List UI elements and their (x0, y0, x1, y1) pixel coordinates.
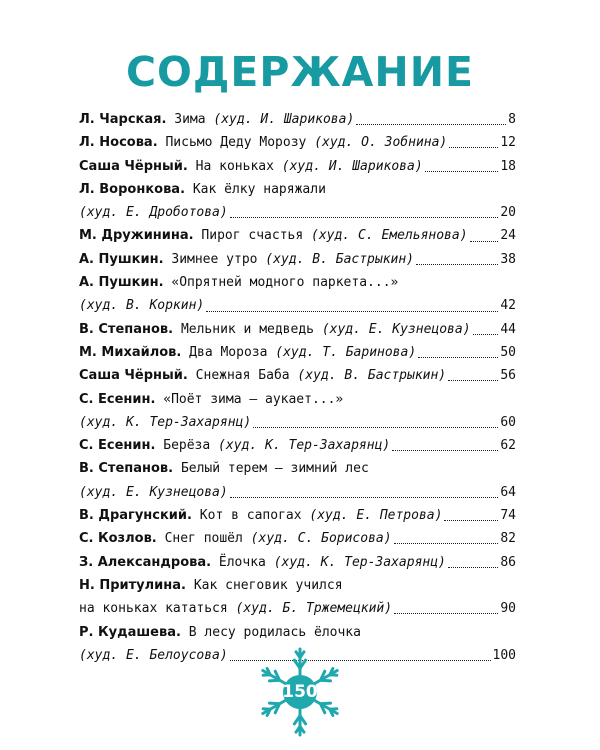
toc-entry (79, 621, 516, 644)
toc-entry-continuation (79, 411, 516, 434)
toc-entry-continuation (79, 481, 516, 504)
table-of-contents (79, 108, 516, 667)
entry-title: Письмо Деду Морозу (165, 135, 307, 151)
entry-page-number: 74 (500, 508, 516, 524)
dot-leader (418, 357, 498, 358)
entry-author: Саша Чёрный. (79, 368, 188, 384)
entry-illustrator: (худ. Б. Тржемецкий) (235, 601, 393, 617)
entry-illustrator: (худ. К. Тер-Захарянц) (218, 438, 391, 454)
dot-leader (470, 241, 499, 242)
entry-author: Н. Притулина. (79, 577, 186, 593)
toc-entry (79, 248, 516, 271)
entry-page-number: 18 (500, 158, 516, 174)
dot-leader (394, 543, 499, 544)
entry-author: Саша Чёрный. (79, 158, 188, 174)
dot-leader (230, 217, 499, 218)
toc-entry-continuation (79, 294, 516, 317)
entry-title: «Поёт зима – аукает...» (163, 391, 344, 407)
toc-entry (79, 271, 516, 294)
toc-entry (79, 178, 516, 201)
page-number: 150 (282, 682, 318, 702)
entry-author: В. Степанов. (79, 461, 174, 477)
entry-title: Берёза (163, 438, 211, 454)
dot-leader (473, 334, 499, 335)
entry-page-number: 42 (500, 298, 516, 314)
entry-author: М. Дружинина. (79, 228, 194, 244)
entry-page-number: 62 (500, 438, 516, 454)
page-number-badge (242, 647, 358, 737)
dot-leader (448, 567, 498, 568)
entry-illustrator: (худ. Е. Кузнецова) (321, 321, 471, 337)
entry-illustrator: (худ. Е. Кузнецова) (79, 484, 228, 500)
toc-entry (79, 388, 516, 411)
entry-title: Кот в сапогах (199, 508, 302, 524)
entry-page-number: 60 (500, 414, 516, 430)
entry-page-number: 56 (500, 368, 516, 384)
entry-title: Зимнее утро (171, 251, 258, 267)
entry-page-number: 44 (500, 321, 516, 337)
entry-page-number: 90 (500, 601, 516, 617)
dot-leader (394, 613, 498, 614)
entry-author: Л. Воронкова. (79, 181, 186, 197)
entry-illustrator: (худ. В. Бастрыкин) (297, 368, 447, 384)
entry-page-number: 12 (500, 135, 516, 151)
entry-page-number: 82 (500, 531, 516, 547)
entry-title: Снег пошёл (164, 531, 243, 547)
entry-title: Зима (174, 112, 206, 127)
entry-title: Снежная Баба (195, 368, 290, 384)
dot-leader (206, 311, 498, 312)
toc-entry (79, 504, 516, 527)
toc-entry-continuation (79, 201, 516, 224)
entry-title: Как снеговик учился (193, 577, 343, 593)
entry-illustrator: (худ. В. Коркин) (79, 298, 205, 314)
entry-title: Пирог счастья (201, 228, 304, 244)
dot-leader (448, 380, 498, 381)
entry-illustrator: (худ. И. Шарикова) (281, 158, 423, 174)
entry-illustrator: (худ. С. Емельянова) (311, 228, 468, 244)
entry-title: На коньках (195, 158, 274, 174)
entry-title: Ёлочка (218, 554, 266, 570)
entry-title: «Опрятней модного паркета...» (171, 275, 399, 291)
toc-entry (79, 318, 516, 341)
entry-author: З. Александрова. (79, 554, 212, 570)
dot-leader (449, 147, 498, 148)
entry-page-number: 100 (492, 647, 516, 663)
entry-page-number: 38 (500, 251, 516, 267)
dot-leader (392, 450, 498, 451)
toc-entry (79, 551, 516, 574)
dot-leader (356, 124, 506, 125)
dot-leader (253, 427, 498, 428)
dot-leader (444, 520, 498, 521)
toc-entry (79, 131, 516, 154)
entry-page-number: 20 (500, 205, 516, 221)
entry-title: Белый терем – зимний лес (180, 461, 369, 477)
entry-author: Р. Кудашева. (79, 624, 181, 640)
entry-illustrator: (худ. И. Шарикова) (213, 112, 355, 127)
toc-entry (79, 457, 516, 480)
dot-leader (425, 171, 499, 172)
toc-entry (79, 155, 516, 178)
toc-entry (79, 434, 516, 457)
entry-page-number: 8 (508, 112, 516, 127)
entry-author: Л. Носова. (79, 135, 158, 151)
toc-entry (79, 224, 516, 247)
dot-leader (416, 264, 498, 265)
entry-author: С. Есенин. (79, 438, 156, 454)
entry-illustrator: (худ. В. Бастрыкин) (265, 251, 415, 267)
entry-page-number: 50 (500, 344, 516, 360)
entry-author: В. Степанов. (79, 321, 174, 337)
entry-illustrator: (худ. К. Тер-Захарянц) (273, 554, 446, 570)
entry-title: В лесу родилась ёлочка (188, 624, 361, 640)
entry-illustrator: (худ. О. Зобнина) (314, 135, 448, 151)
entry-author: С. Есенин. (79, 391, 156, 407)
dot-leader (230, 497, 499, 498)
entry-illustrator: (худ. Е. Белоусова) (79, 647, 228, 663)
entry-title: Мельник и медведь (180, 321, 314, 337)
entry-author: С. Козлов. (79, 531, 157, 547)
entry-title: Как ёлку наряжали (192, 181, 326, 197)
toc-entry-continuation (79, 597, 516, 620)
entry-illustrator: (худ. Т. Баринова) (275, 344, 417, 360)
entry-title: на коньках кататься (79, 601, 228, 617)
entry-page-number: 24 (500, 228, 516, 244)
entry-illustrator: (худ. К. Тер-Захарянц) (79, 414, 252, 430)
entry-author: Л. Чарская. (79, 112, 167, 127)
page-title: СОДЕРЖАНИЕ (125, 48, 475, 96)
toc-entry (79, 108, 516, 131)
entry-page-number: 64 (500, 484, 516, 500)
entry-author: М. Михайлов. (79, 344, 182, 360)
entry-author: В. Драгунский. (79, 508, 192, 524)
toc-entry (79, 574, 516, 597)
entry-illustrator: (худ. Е. Дроботова) (79, 205, 228, 221)
entry-author: А. Пушкин. (79, 251, 164, 267)
entry-illustrator: (худ. Е. Петрова) (309, 508, 443, 524)
entry-page-number: 86 (500, 554, 516, 570)
toc-entry (79, 527, 516, 550)
entry-title: Два Мороза (189, 344, 268, 360)
entry-illustrator: (худ. С. Борисова) (250, 531, 392, 547)
toc-entry (79, 341, 516, 364)
toc-entry (79, 364, 516, 387)
entry-author: А. Пушкин. (79, 275, 164, 291)
